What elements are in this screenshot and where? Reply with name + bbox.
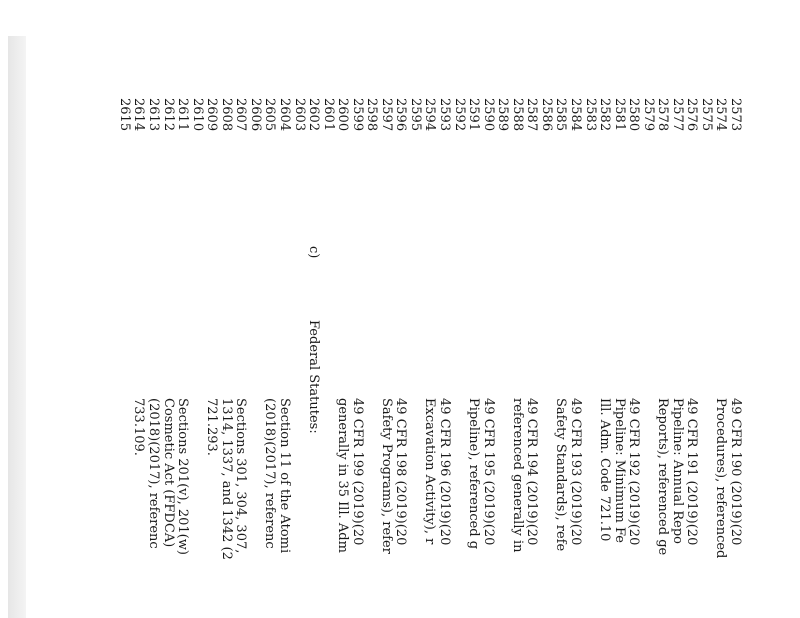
line-number: 2599 (349, 98, 365, 132)
line-number: 2608 (218, 98, 234, 132)
body-text-line: (2018)(2017), referenc (262, 398, 278, 549)
body-text-line: 49 CFR 191 (2019)(20 (684, 398, 700, 546)
body-text-line: referenced generally in (509, 398, 525, 553)
body-text-line: Sections 201(v), 201(w) (175, 398, 191, 555)
body-text-line: 1314, 1337, and 1342 (2 (218, 398, 234, 560)
line-number: 2576 (684, 98, 700, 132)
body-text-line: Sections 301, 304, 307, (233, 398, 249, 554)
line-number: 2606 (247, 98, 263, 132)
line-number: 2575 (698, 98, 714, 132)
line-number: 2580 (626, 98, 642, 132)
body-text-line: 49 CFR 192 (2019)(20 (626, 398, 642, 546)
line-number: 2603 (291, 98, 307, 132)
line-number: 2607 (233, 98, 249, 132)
line-number: 2587 (524, 98, 540, 132)
body-text-line: Cosmetic Act (FFDCA) (160, 398, 176, 548)
body-text-line: generally in 35 Ill. Adm (335, 398, 351, 553)
line-number: 2609 (204, 98, 220, 132)
line-number: 2594 (422, 98, 438, 132)
body-text-line: 49 CFR 199 (2019)(20 (349, 398, 365, 546)
line-number: 2597 (378, 98, 394, 132)
body-text-line: 49 CFR 193 (2019)(20 (567, 398, 583, 546)
line-number: 2614 (131, 98, 147, 132)
body-text-line: 49 CFR 190 (2019)(20 (728, 398, 743, 546)
body-text-line: Pipeline: Minimum Fe (611, 398, 627, 543)
line-number: 2612 (160, 98, 176, 132)
body-text-line: 733.109. (131, 398, 147, 456)
line-number: 2584 (567, 98, 583, 132)
line-number: 2585 (553, 98, 569, 132)
line-number: 2602 (306, 98, 322, 132)
line-number: 2593 (437, 98, 452, 132)
body-text-line: Section 11 of the Atomi (276, 398, 292, 554)
line-number: 2604 (276, 98, 292, 132)
line-number: 2578 (655, 98, 671, 132)
body-text-line: 49 CFR 198 (2019)(20 (393, 398, 409, 546)
line-number: 2591 (466, 98, 482, 132)
line-number: 2600 (335, 98, 351, 132)
body-text-line: Excavation Activity), r (422, 398, 438, 545)
line-number: 2574 (713, 98, 729, 132)
line-number: 2586 (538, 98, 554, 132)
line-number: 2588 (509, 98, 525, 132)
line-number: 2598 (364, 98, 380, 132)
body-text-line: Pipeline: Annual Repo (669, 398, 685, 544)
line-number: 2601 (320, 98, 336, 132)
body-text-line: Reports), referenced ge (655, 398, 671, 556)
line-number: 2581 (611, 98, 627, 132)
body-text-line: Ill. Adm. Code 721.10 (597, 398, 613, 542)
line-number: 2596 (393, 98, 409, 132)
line-number: 2615 (116, 98, 132, 132)
line-number: 2573 (728, 98, 743, 132)
body-text-line: Safety Programs), refer (378, 398, 394, 554)
body-text-line: Pipeline), referenced g (466, 398, 482, 550)
section-heading: Federal Statutes: (306, 320, 322, 434)
line-number: 2605 (262, 98, 278, 132)
body-text-line: Safety Standards), refe (553, 398, 569, 552)
line-number: 2610 (189, 98, 205, 132)
line-number: 2613 (146, 98, 161, 132)
body-text-line: (2018)(2017), referenc (146, 398, 161, 549)
line-number: 2592 (451, 98, 467, 132)
scan-edge-shadow (8, 36, 26, 618)
body-text-line: 49 CFR 195 (2019)(20 (480, 398, 496, 546)
line-number: 2582 (597, 98, 613, 132)
line-number: 2589 (495, 98, 511, 132)
section-marker: c) (306, 246, 322, 259)
line-number: 2590 (480, 98, 496, 132)
body-text-line: Procedures), referenced (713, 398, 729, 559)
line-number: 2577 (669, 98, 685, 132)
line-number: 2583 (582, 98, 598, 132)
line-number: 2579 (640, 98, 656, 132)
body-text-line: 49 CFR 194 (2019)(20 (524, 398, 540, 546)
body-text-line: 721.293. (204, 398, 220, 456)
body-text-line: 49 CFR 196 (2019)(20 (437, 398, 452, 546)
line-number: 2595 (407, 98, 423, 132)
line-number: 2611 (175, 98, 191, 132)
